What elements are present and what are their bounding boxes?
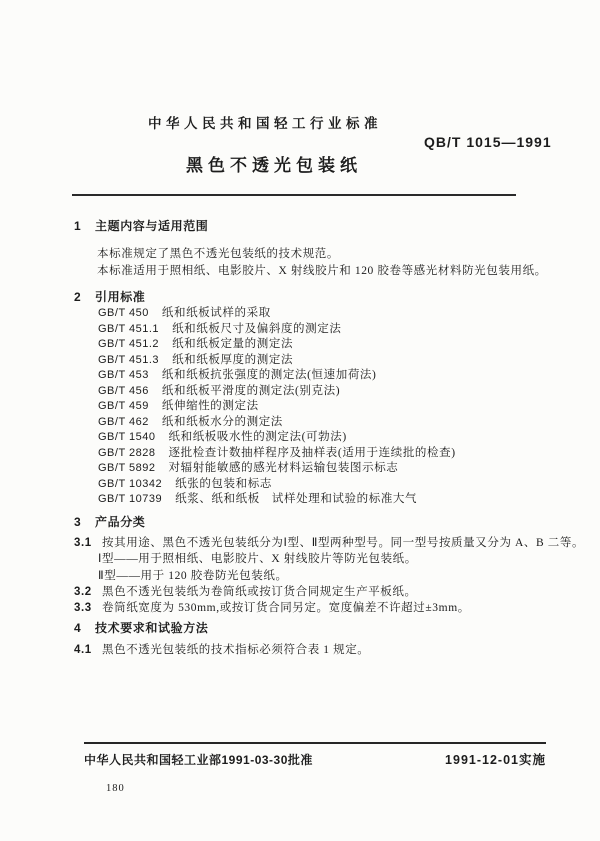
reference-code: GB/T 462: [98, 415, 149, 428]
reference-item: [98, 368, 552, 384]
section-number: 4: [74, 621, 82, 636]
reference-code: GB/T 5892: [98, 462, 156, 474]
section-title: 产品分类: [95, 514, 146, 529]
clause-number: 3.3: [74, 602, 92, 615]
paragraph: 本标准适用于照相纸、电影胶片、X 射线胶片和 120 胶卷等感光材料防光包装用纸。: [97, 265, 547, 277]
reference-title: 纸张的包装和标志: [175, 477, 272, 490]
standard-type-label: 中华人民共和国轻工行业标准: [148, 116, 382, 131]
reference-item: [98, 492, 552, 508]
reference-title: 纸和纸板定量的测定法: [172, 338, 294, 350]
header-divider-rule: [72, 194, 516, 196]
reference-item: [98, 306, 552, 322]
clause-text: 黑色不透光包装纸的技术指标必须符合表 1 规定。: [102, 643, 370, 656]
footer-divider-rule: [84, 742, 546, 744]
clause-3-2: [74, 584, 552, 600]
clause-text: 卷筒纸宽度为 530mm,或按订货合同另定。宽度偏差不许超过±3mm。: [102, 602, 470, 615]
reference-code: GB/T 450: [98, 307, 149, 319]
reference-item: [98, 322, 552, 338]
reference-item: [98, 446, 552, 462]
paragraph: 本标准规定了黑色不透光包装纸的技术规范。: [97, 247, 339, 260]
reference-title: 纸和纸板尺寸及偏斜度的测定法: [172, 322, 342, 335]
type-2-definition: Ⅱ型——用于 120 胶卷防光包装纸。: [98, 569, 288, 582]
reference-list: [98, 306, 552, 508]
type-1-definition: Ⅰ型——用于照相纸、电影胶片、X 射线胶片等防光包装纸。: [98, 553, 417, 566]
section-1-paragraphs: [97, 246, 552, 281]
reference-item: [98, 461, 552, 477]
reference-title: 纸和纸板吸水性的测定法(可勃法): [168, 431, 347, 443]
reference-title: 纸和纸板抗张强度的测定法(恒速加荷法): [161, 369, 377, 381]
reference-item: [98, 384, 552, 400]
section-number: 1: [74, 219, 82, 233]
clause-number: 3.2: [74, 585, 92, 598]
reference-code: GB/T 451.3: [98, 353, 160, 366]
reference-title: 纸伸缩性的测定法: [161, 400, 259, 412]
clause-3-3: [74, 600, 552, 616]
reference-code: GB/T 459: [98, 400, 149, 412]
reference-item: [98, 477, 552, 493]
document-body: [74, 212, 585, 658]
implementation-date: 1991-12-01实施: [445, 753, 546, 767]
clause-number: 3.1: [74, 537, 92, 549]
footer: [84, 750, 546, 768]
reference-title: 纸和纸板厚度的测定法: [172, 353, 294, 366]
reference-item: [98, 430, 552, 446]
reference-title: 纸浆、纸和纸板 试样处理和试验的标准大气: [175, 493, 418, 505]
clause-text: 黑色不透光包装纸为卷筒纸或按订货合同规定生产平板纸。: [102, 585, 417, 598]
section-number: 2: [74, 289, 82, 304]
reference-code: GB/T 10739: [98, 493, 163, 505]
clause-number: 4.1: [74, 643, 92, 656]
standard-number: QB/T 1015—1991: [424, 134, 552, 150]
reference-title: 逐批检查计数抽样程序及抽样表(适用于连续批的检查): [168, 446, 456, 459]
reference-item: [98, 353, 552, 369]
reference-code: GB/T 451.2: [98, 338, 160, 350]
section-number: 3: [74, 514, 82, 529]
document-title: 黑色不透光包装纸: [186, 156, 362, 175]
clause-3-1: [74, 535, 585, 551]
reference-item: [98, 337, 552, 353]
reference-code: GB/T 10342: [98, 477, 163, 490]
section-3-heading: [74, 514, 552, 532]
section-title: 技术要求和试验方法: [95, 621, 209, 636]
clause-4-1: [74, 642, 552, 658]
clause-text: 按其用途、黑色不透光包装纸分为Ⅰ型、Ⅱ型两种型号。同一型号按质量又分为 A、B 二等。: [102, 537, 585, 549]
section-title: 引用标准: [95, 289, 146, 304]
section-3-clauses: [74, 535, 585, 616]
reference-code: GB/T 1540: [98, 431, 156, 443]
section-4-heading: [74, 620, 552, 638]
reference-code: GB/T 456: [98, 384, 149, 397]
reference-code: GB/T 451.1: [98, 322, 160, 335]
section-2-heading: [74, 289, 552, 307]
reference-title: 纸和纸板平滑度的测定法(别克法): [161, 384, 341, 397]
reference-code: GB/T 2828: [98, 446, 156, 459]
reference-title: 对辐射能敏感的感光材料运输包装图示标志: [168, 462, 399, 474]
reference-item: [98, 399, 552, 415]
reference-title: 纸和纸板试样的采取: [161, 307, 271, 319]
reference-title: 纸和纸板水分的测定法: [161, 415, 283, 428]
reference-item: [98, 415, 552, 431]
section-title: 主题内容与适用范围: [95, 219, 209, 233]
section-4-clauses: [74, 642, 552, 658]
reference-code: GB/T 453: [98, 369, 149, 381]
approval-notice: 中华人民共和国轻工业部1991-03-30批准: [84, 753, 313, 767]
page-number: 180: [106, 783, 125, 794]
section-1-heading: [74, 218, 552, 236]
